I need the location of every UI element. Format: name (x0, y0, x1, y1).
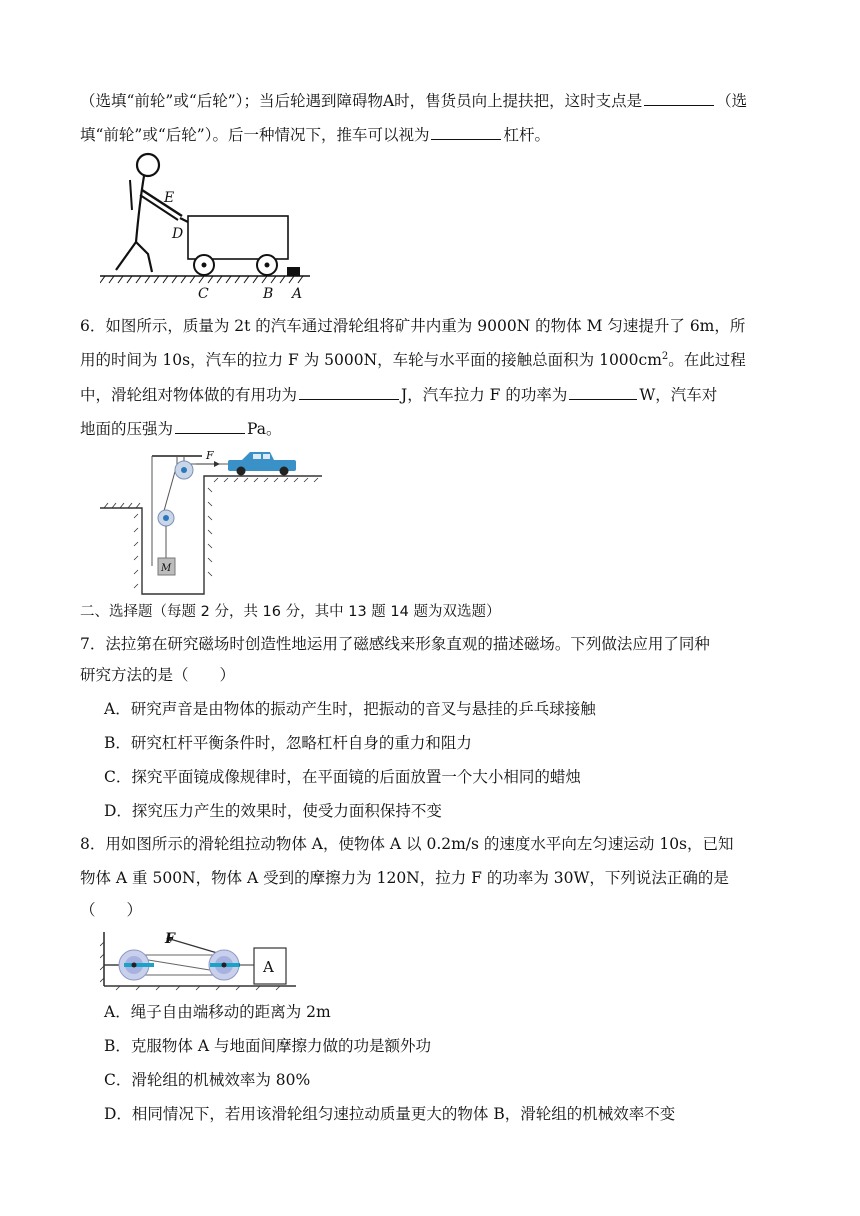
q7-line-2: 研究方法的是（ ） (80, 666, 236, 684)
q6-line-2 (80, 349, 746, 371)
label-F: F (206, 449, 214, 462)
label-A: A (263, 958, 274, 976)
answer-blank[interactable] (175, 417, 245, 434)
label-C: C (198, 286, 209, 302)
q6-text: J，汽车拉力 F 的功率为 (401, 386, 568, 404)
label-B: B (263, 286, 274, 302)
label-M: M (161, 563, 172, 574)
answer-blank[interactable] (644, 89, 714, 106)
section-title: 二、选择题（每题 2 分，共 16 分，其中 13 题 14 题为双选题） (80, 604, 501, 620)
q6-text: W，汽车对 (639, 386, 718, 404)
q7-option-d[interactable]: D．探究压力产生的效果时，使受力面积保持不变 (104, 802, 442, 820)
label-D: D (172, 226, 184, 242)
horizontal-pulley-figure (100, 928, 300, 992)
q6-superscript: 2 (661, 350, 669, 362)
q8-option-d[interactable]: D．相同情况下，若用该滑轮组匀速拉动质量更大的物体 B，滑轮组的机械效率不变 (104, 1105, 676, 1123)
pickup-truck-icon (228, 452, 296, 476)
q5-text: （选 (716, 92, 748, 110)
q8-line-1: 8．用如图所示的滑轮组拉动物体 A，使物体 A 以 0.2m/s 的速度水平向左匀速运动 10s，已知 (80, 835, 734, 853)
q5-text: 杠杆。 (503, 126, 550, 144)
q7-option-a[interactable]: A．研究声音是由物体的振动产生时，把振动的音叉与悬挂的乒乓球接触 (104, 700, 596, 718)
q6-line-3 (80, 383, 730, 406)
q5-text: （选填“前轮”或“后轮”）；当后轮遇到障碍物A时，售货员向上提扶把，这时支点是 (80, 92, 643, 110)
answer-blank[interactable] (431, 123, 501, 140)
q6-line-4 (80, 417, 730, 440)
q6-text: 中，滑轮组对物体做的有用功为 (80, 386, 298, 404)
q6-text: 地面的压强为 (80, 420, 174, 438)
q7-option-c[interactable]: C．探究平面镜成像规律时，在平面镜的后面放置一个大小相同的蜡烛 (104, 768, 581, 786)
q8-line-2: 物体 A 重 500N，物体 A 受到的摩擦力为 120N，拉力 F 的功率为 30W，下列说法正确的是 (80, 869, 729, 887)
answer-blank[interactable] (299, 383, 399, 400)
q8-option-b[interactable]: B．克服物体 A 与地面间摩擦力做的功是额外功 (104, 1037, 431, 1055)
q5-line-2 (80, 123, 730, 146)
label-F: F (165, 931, 175, 947)
q8-line-3: （ ） (80, 901, 143, 919)
label-A: A (292, 286, 303, 302)
q6-text: 。在此过程 (668, 351, 746, 369)
q6-line-1: 6．如图所示，质量为 2t 的汽车通过滑轮组将矿井内重为 9000N 的物体 M 匀速提升了 6m，所 (80, 317, 746, 335)
q5-text: 填“前轮”或“后轮”）。后一种情况下，推车可以视为 (80, 126, 430, 144)
q8-option-a[interactable]: A．绳子自由端移动的距离为 2m (104, 1003, 331, 1021)
q6-text: 用的时间为 10s，汽车的拉力 F 为 5000N，车轮与水平面的接触总面积为 1000cm (80, 351, 662, 369)
q5-line-1 (80, 89, 748, 112)
shopping-cart-figure (100, 150, 315, 302)
label-E: E (164, 190, 175, 206)
q6-text: Pa。 (247, 420, 282, 438)
q7-option-b[interactable]: B．研究杠杆平衡条件时，忽略杠杆自身的重力和阻力 (104, 734, 472, 752)
mine-pulley-figure (100, 448, 330, 596)
q8-option-c[interactable]: C．滑轮组的机械效率为 80% (104, 1071, 311, 1089)
answer-blank[interactable] (569, 383, 637, 400)
q7-line-1: 7．法拉第在研究磁场时创造性地运用了磁感线来形象直观的描述磁场。下列做法应用了同种 (80, 635, 710, 653)
